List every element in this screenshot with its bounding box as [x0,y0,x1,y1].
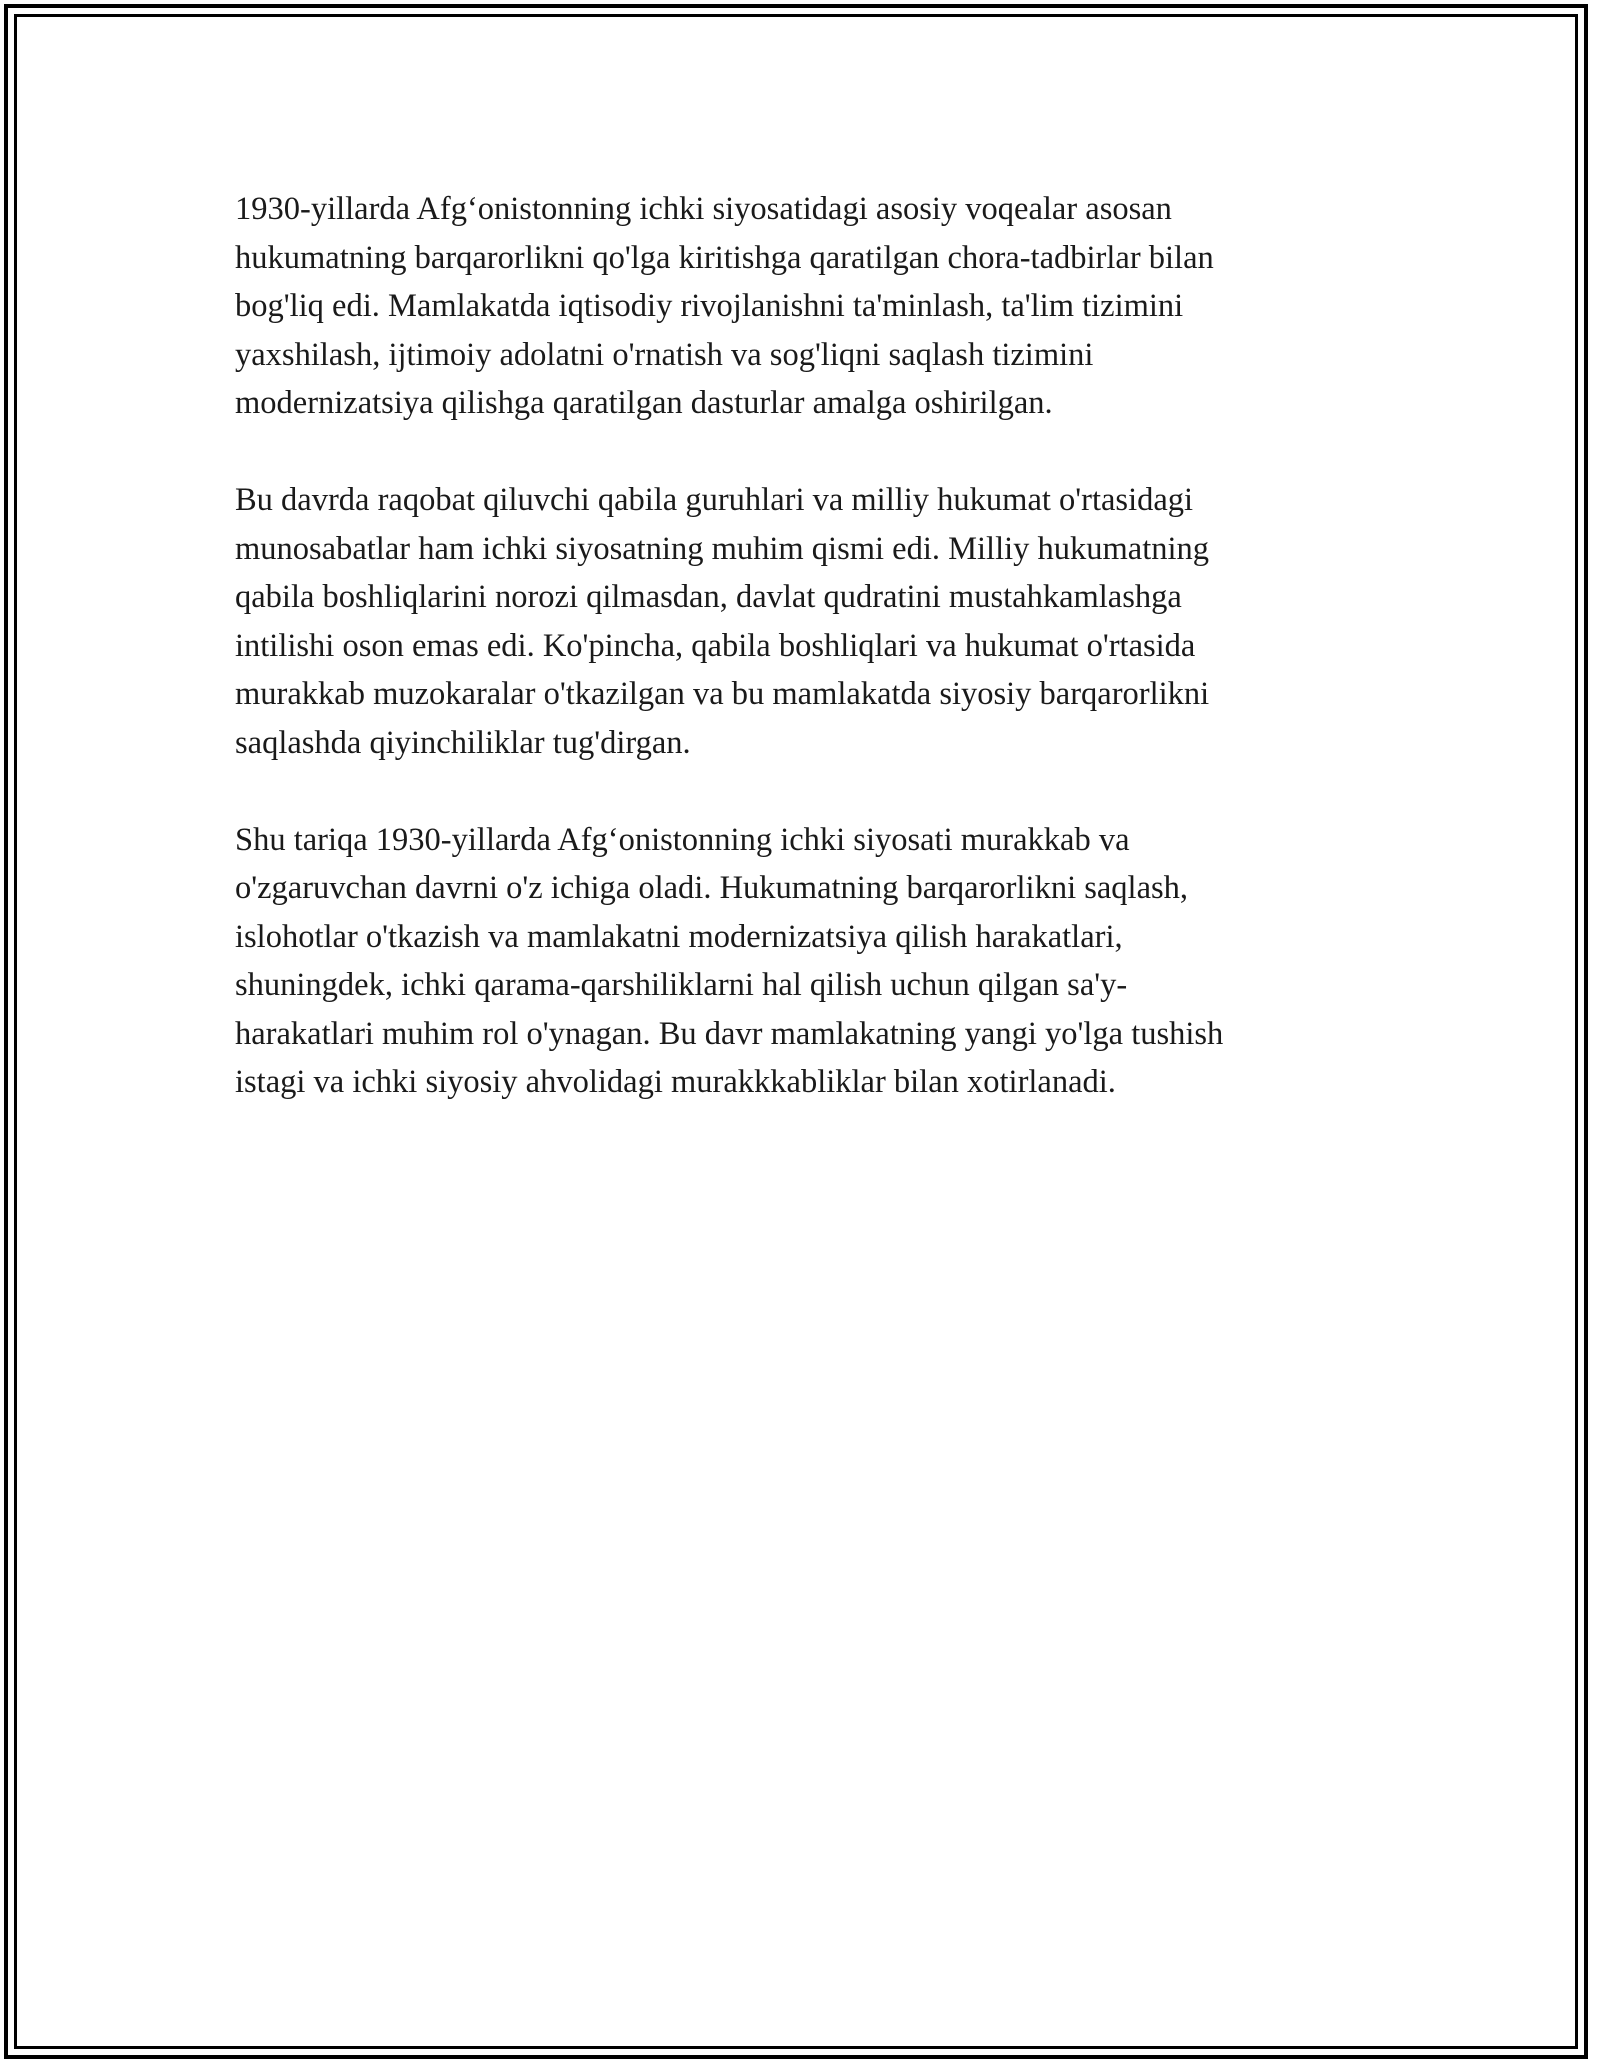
text-line: harakatlari muhim rol o'ynagan. Bu davr mamlakatning yangi yo'lga tushish [235,1015,1224,1052]
text-line: Shu tariqa 1930-yillarda Afg‘onistonning ichki siyosati murakkab va [235,821,1130,858]
text-line: munosabatlar ham ichki siyosatning muhim qismi edi. Milliy hukumatning [235,530,1210,567]
text-line: qabila boshliqlarini norozi qilmasdan, davlat qudratini mustahkamlashga [235,579,1182,615]
text-line: murakkab muzokaralar o'tkazilgan va bu mamlakatda siyosiy barqarorlikni [235,676,1210,712]
text-line: 1930-yillarda Afg‘onistonning ichki siyosatidagi asosiy voqealar asosan [235,191,1172,227]
text-line: istagi va ichki siyosiy ahvolidagi murakkkabliklar bilan xotirlanadi. [235,1064,1116,1100]
paragraph-2 [235,476,1375,767]
document-body [235,185,1375,1155]
text-line: saqlashda qiyinchiliklar tug'dirgan. [235,724,691,761]
text-line: o'zgaruvchan davrni o'z ichiga oladi. Hukumatning barqarorlikni saqlash, [235,870,1189,906]
text-line: modernizatsiya qilishga qaratilgan dasturlar amalga oshirilgan. [235,385,1053,421]
text-line: hukumatning barqarorlikni qo'lga kiritishga qaratilgan chora-tadbirlar bilan [235,239,1214,276]
paragraph-3 [235,816,1375,1107]
text-line: shuningdek, ichki qarama-qarshiliklarni hal qilish uchun qilgan sa'y- [235,967,1128,1003]
text-line: yaxshilash, ijtimoiy adolatni o'rnatish va sog'liqni saqlash tizimini [235,336,1094,373]
text-line: intilishi oson emas edi. Ko'pincha, qabila boshliqlari va hukumat o'rtasida [235,627,1196,664]
text-line: islohotlar o'tkazish va mamlakatni modernizatsiya qilish harakatlari, [235,918,1123,955]
paragraph-1 [235,185,1375,428]
text-line: Bu davrda raqobat qiluvchi qabila guruhlari va milliy hukumat o'rtasidagi [235,482,1194,518]
text-line: bog'liq edi. Mamlakatda iqtisodiy rivojlanishni ta'minlash, ta'lim tizimini [235,288,1184,324]
